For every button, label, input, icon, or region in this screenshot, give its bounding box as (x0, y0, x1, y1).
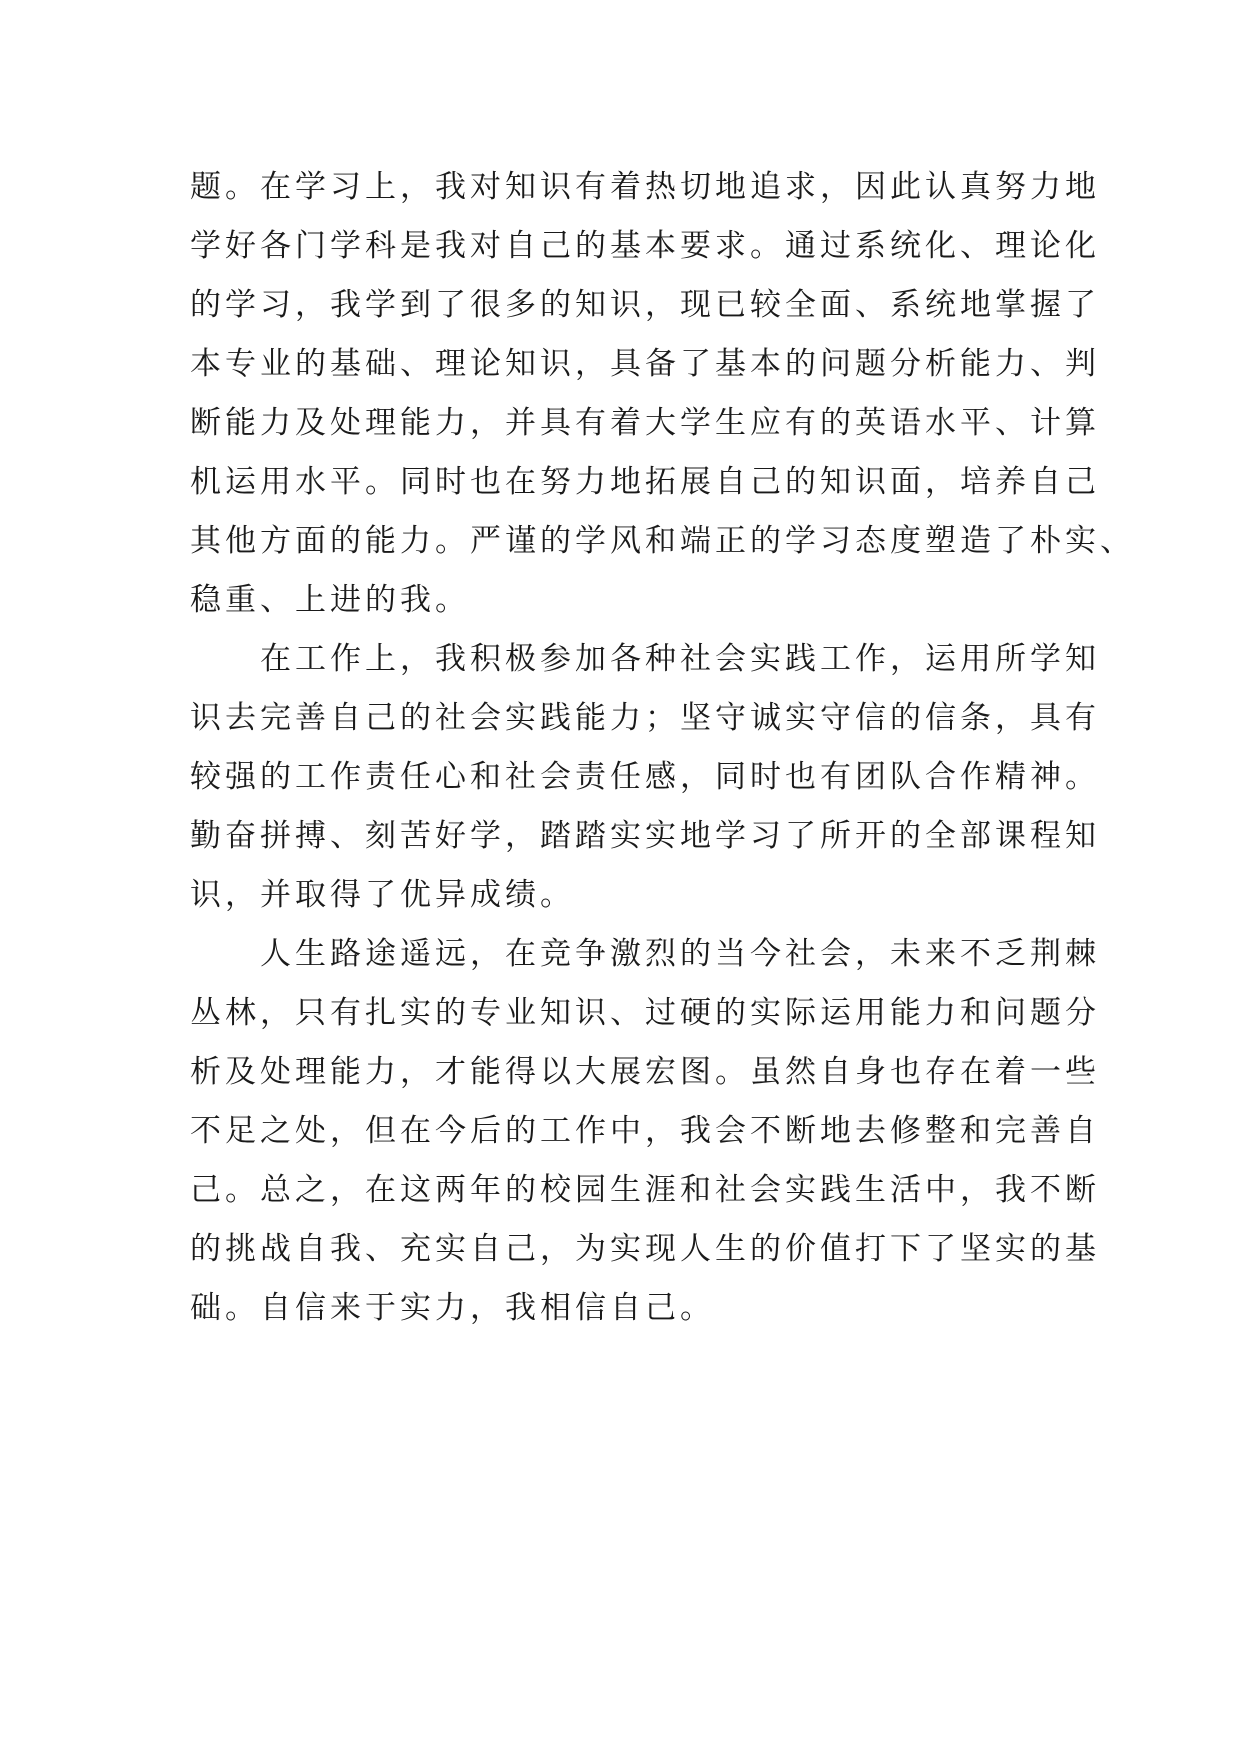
text-line: 学好各门学科是我对自己的基本要求。通过系统化、理论化 (190, 228, 1100, 264)
text-line: 己。总之，在这两年的校园生涯和社会实践生活中，我不断 (190, 1172, 1100, 1208)
text-line: 机运用水平。同时也在努力地拓展自己的知识面，培养自己 (190, 464, 1100, 500)
paragraph-first-line: 在工作上，我积极参加各种社会实践工作，运用所学知 (260, 641, 1100, 677)
text-line: 断能力及处理能力，并具有着大学生应有的英语水平、计算 (190, 405, 1100, 441)
text-line: 的挑战自我、充实自己，为实现人生的价值打下了坚实的基 (190, 1231, 1100, 1267)
text-line: 较强的工作责任心和社会责任感，同时也有团队合作精神。 (190, 759, 1100, 795)
text-line: 析及处理能力，才能得以大展宏图。虽然自身也存在着一些 (190, 1054, 1100, 1090)
text-line: 识去完善自己的社会实践能力；坚守诚实守信的信条，具有 (190, 700, 1100, 736)
text-line: 其他方面的能力。严谨的学风和端正的学习态度塑造了朴实、 (190, 523, 1135, 559)
paragraph-first-line: 人生路途遥远，在竞争激烈的当今社会，未来不乏荆棘 (260, 936, 1100, 972)
text-line: 不足之处，但在今后的工作中，我会不断地去修整和完善自 (190, 1113, 1100, 1149)
text-line: 题。在学习上，我对知识有着热切地追求，因此认真努力地 (190, 169, 1100, 205)
text-line: 的学习，我学到了很多的知识，现已较全面、系统地掌握了 (190, 287, 1100, 323)
text-line: 本专业的基础、理论知识，具备了基本的问题分析能力、判 (190, 346, 1100, 382)
text-line: 础。自信来于实力，我相信自己。 (190, 1290, 715, 1326)
text-line: 识，并取得了优异成绩。 (190, 877, 575, 913)
text-line: 稳重、上进的我。 (190, 582, 470, 618)
body-text (190, 158, 1135, 1338)
text-line: 勤奋拼搏、刻苦好学，踏踏实实地学习了所开的全部课程知 (190, 818, 1100, 854)
text-line: 丛林，只有扎实的专业知识、过硬的实际运用能力和问题分 (190, 995, 1100, 1031)
